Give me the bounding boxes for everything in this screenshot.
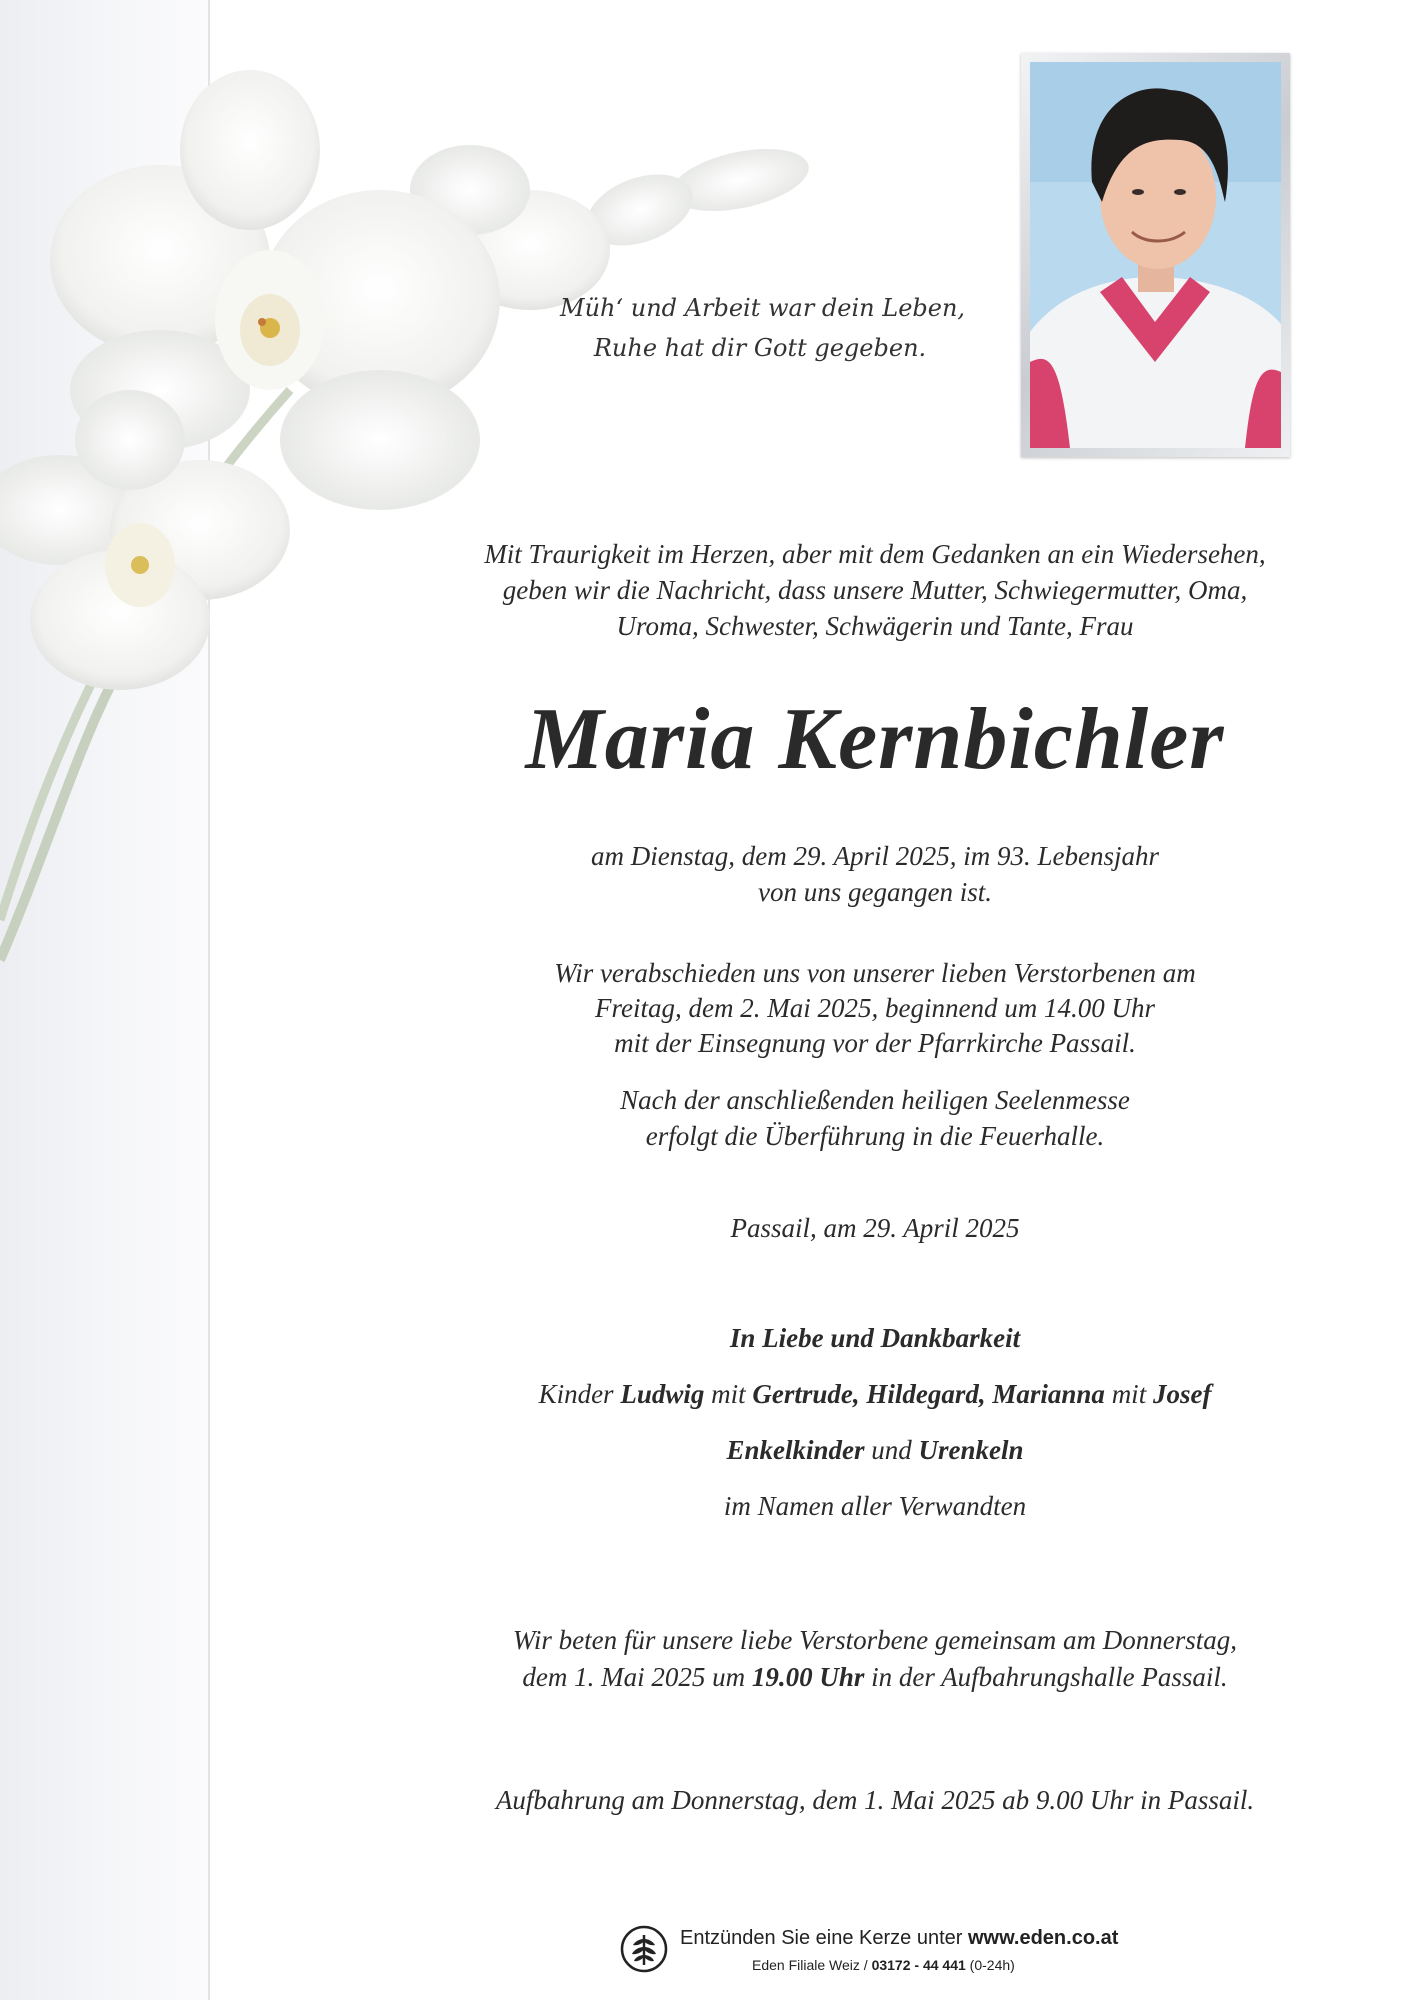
farewell-paragraph — [300, 956, 1417, 1061]
deceased-portrait-photo — [1030, 62, 1281, 448]
farewell-line: Wir verabschieden uns von unserer lieben Verstorbenen am — [554, 958, 1196, 988]
portrait-frame — [1021, 53, 1290, 457]
family-signature — [300, 1310, 1417, 1534]
family-closing: im Namen aller Verwandten — [723, 1491, 1027, 1521]
prayer-line: Wir beten für unsere liebe Verstorbene gemeinsam am Donnerstag, — [512, 1625, 1238, 1655]
intro-line: Uroma, Schwester, Schwägerin und Tante, Frau — [616, 611, 1134, 641]
laying-out-notice: Aufbahrung am Donnerstag, dem 1. Mai 2025 ab 9.00 Uhr in Passail. — [495, 1785, 1255, 1815]
farewell-line: Freitag, dem 2. Mai 2025, beginnend um 14.00 Uhr — [595, 993, 1155, 1023]
eden-leaf-logo-icon — [620, 1925, 668, 1973]
prayer-line: dem 1. Mai 2025 um 19.00 Uhr in der Aufbahrungshalle Passail. — [522, 1662, 1228, 1692]
motto-line: Ruhe hat dir Gott gegeben. — [593, 334, 927, 362]
death-line: am Dienstag, dem 29. April 2025, im 93. Lebensjahr — [591, 841, 1159, 871]
intro-line: Mit Traurigkeit im Herzen, aber mit dem Gedanken an ein Wiedersehen, — [484, 539, 1266, 569]
motto-verse — [560, 288, 966, 368]
children-line: Kinder Ludwig mit Gertrude, Hildegard, Marianna mit Josef — [538, 1379, 1212, 1409]
prayer-notice — [300, 1622, 1417, 1696]
death-line: von uns gegangen ist. — [758, 877, 992, 907]
death-notice — [300, 838, 1417, 910]
branch-contact: Eden Filiale Weiz / 03172 - 44 441 (0-24h) — [752, 1957, 1015, 1973]
footer — [620, 1925, 1180, 1985]
phone-number: 03172 - 44 441 — [871, 1957, 966, 1973]
mass-paragraph — [300, 1082, 1417, 1154]
deceased-name: Maria Kernbichler — [525, 691, 1225, 788]
place-date: Passail, am 29. April 2025 — [730, 1213, 1020, 1243]
candle-link-text: Entzünden Sie eine Kerze unter www.eden.co.at — [680, 1927, 1119, 1949]
mass-line: Nach der anschließenden heiligen Seelenmesse — [620, 1085, 1130, 1115]
mass-line: erfolgt die Überführung in die Feuerhalle. — [645, 1121, 1105, 1151]
grandchildren-line: Enkelkinder und Urenkeln — [726, 1435, 1024, 1465]
website-link[interactable]: www.eden.co.at — [967, 1927, 1119, 1949]
motto-line: Müh‘ und Arbeit war dein Leben, — [560, 294, 966, 322]
intro-paragraph — [300, 536, 1417, 644]
family-heading: In Liebe und Dankbarkeit — [729, 1323, 1021, 1353]
farewell-line: mit der Einsegnung vor der Pfarrkirche Passail. — [614, 1028, 1136, 1058]
intro-line: geben wir die Nachricht, dass unsere Mutter, Schwiegermutter, Oma, — [502, 575, 1248, 605]
